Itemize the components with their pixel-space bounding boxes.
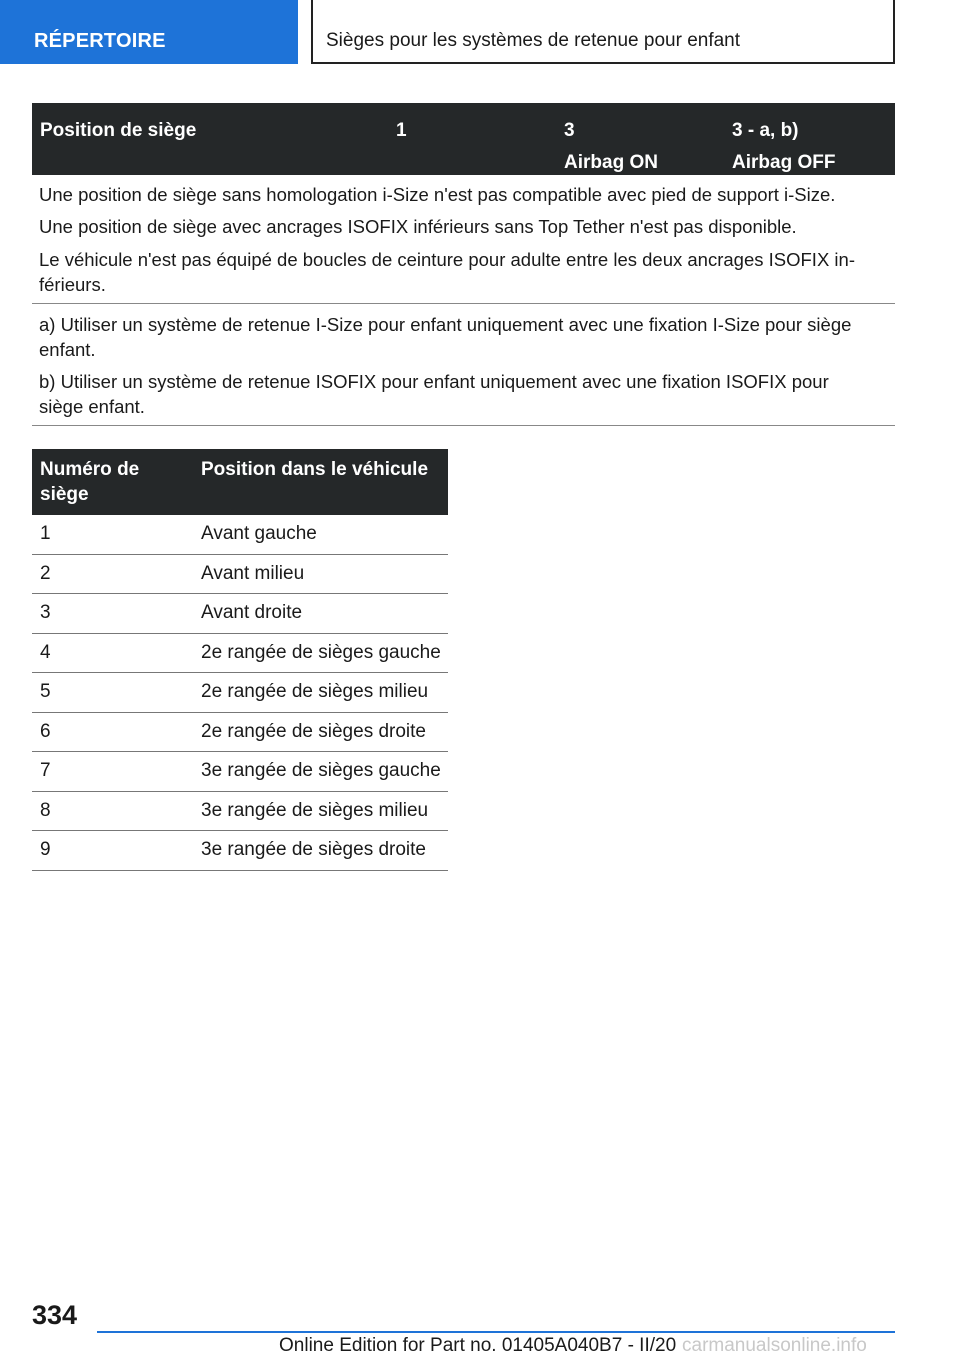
- header-position-de-siege: Position de siège: [40, 120, 197, 141]
- footnote-b-line1: b) Utiliser un système de retenue ISOFIX pour enfant uniquement avec une fixation ISOFIX pour: [39, 371, 829, 392]
- header-numero-de-siege: Numéro de siège: [40, 459, 140, 505]
- header-airbag-off-label: Airbag OFF: [732, 152, 836, 173]
- seat-position: Avant milieu: [201, 562, 305, 584]
- header-seat-3-airbag-off: [732, 115, 835, 179]
- header-seat-1: 1: [396, 120, 407, 141]
- seat-number: 8: [40, 799, 51, 821]
- footer-edition-text: Online Edition for Part no. 01405A040B7 - II/20: [279, 1335, 677, 1356]
- seat-number: 3: [40, 602, 51, 623]
- header-seat-3b-label: 3 - a, b): [732, 120, 799, 141]
- footnote-a-line1: a) Utiliser un système de retenue I-Size pour enfant uniquement avec une fixation I-Size pour siège: [39, 314, 852, 335]
- header-airbag-on-label: Airbag ON: [564, 152, 658, 173]
- divider: [32, 425, 895, 426]
- header-seat-3-airbag-on: [564, 115, 658, 179]
- seat-position: 3e rangée de sièges gauche: [201, 760, 441, 781]
- table-row: [32, 594, 448, 634]
- footnote-a-line2: enfant.: [39, 339, 96, 360]
- page-title: Sièges pour les systèmes de retenue pour enfant: [311, 0, 895, 64]
- seat-number: 2: [40, 562, 51, 584]
- note-i-size-support: Une position de siège sans homologation i-Size n'est pas compatible avec pied de support i-Size.: [39, 184, 836, 205]
- table-row: [32, 831, 448, 871]
- header-position-dans-vehicule: Position dans le véhicule: [201, 459, 429, 480]
- note-belt-buckles: [39, 247, 855, 297]
- table-row: [32, 515, 448, 555]
- seat-number: 9: [40, 839, 51, 860]
- table-row: [32, 792, 448, 832]
- table-row: [32, 713, 448, 753]
- footnote-b-line2: siège enfant.: [39, 396, 145, 417]
- footer-rule: [97, 1331, 895, 1333]
- seat-number: 7: [40, 760, 51, 781]
- seat-number: 5: [40, 681, 51, 702]
- table-row: [32, 752, 448, 792]
- seat-position: 2e rangée de sièges droite: [201, 720, 426, 742]
- seat-number: 1: [40, 523, 51, 544]
- seat-position-table-header: [32, 103, 895, 175]
- seat-position: 3e rangée de sièges droite: [201, 839, 426, 860]
- section-tab-repertoire[interactable]: RÉPERTOIRE: [0, 0, 298, 64]
- footer-watermark: carmanualsonline.info: [682, 1335, 867, 1356]
- seat-position: 3e rangée de sièges milieu: [201, 799, 429, 821]
- seat-number-table-header: [32, 449, 448, 515]
- page-number: 334: [32, 1300, 78, 1330]
- seat-position: Avant gauche: [201, 523, 317, 544]
- note-belt-buckles-line1: Le véhicule n'est pas équipé de boucles de ceinture pour adulte entre les deux ancrages ISOFIX in-: [39, 249, 855, 270]
- note-belt-buckles-line2: férieurs.: [39, 274, 106, 295]
- footnote-b: [39, 369, 829, 419]
- table-row: [32, 634, 448, 674]
- note-isofix-top-tether: Une position de siège avec ancrages ISOFIX inférieurs sans Top Tether n'est pas disponible.: [39, 216, 797, 237]
- table-row: [32, 673, 448, 713]
- seat-number-table-body: [32, 515, 448, 871]
- seat-position: 2e rangée de sièges milieu: [201, 681, 429, 702]
- table-row: [32, 555, 448, 595]
- seat-number: 6: [40, 720, 51, 742]
- header-seat-3-label: 3: [564, 120, 575, 141]
- seat-position: 2e rangée de sièges gauche: [201, 641, 441, 663]
- seat-number: 4: [40, 641, 51, 663]
- seat-position: Avant droite: [201, 602, 303, 623]
- footnote-a: [39, 312, 851, 362]
- divider: [32, 303, 895, 304]
